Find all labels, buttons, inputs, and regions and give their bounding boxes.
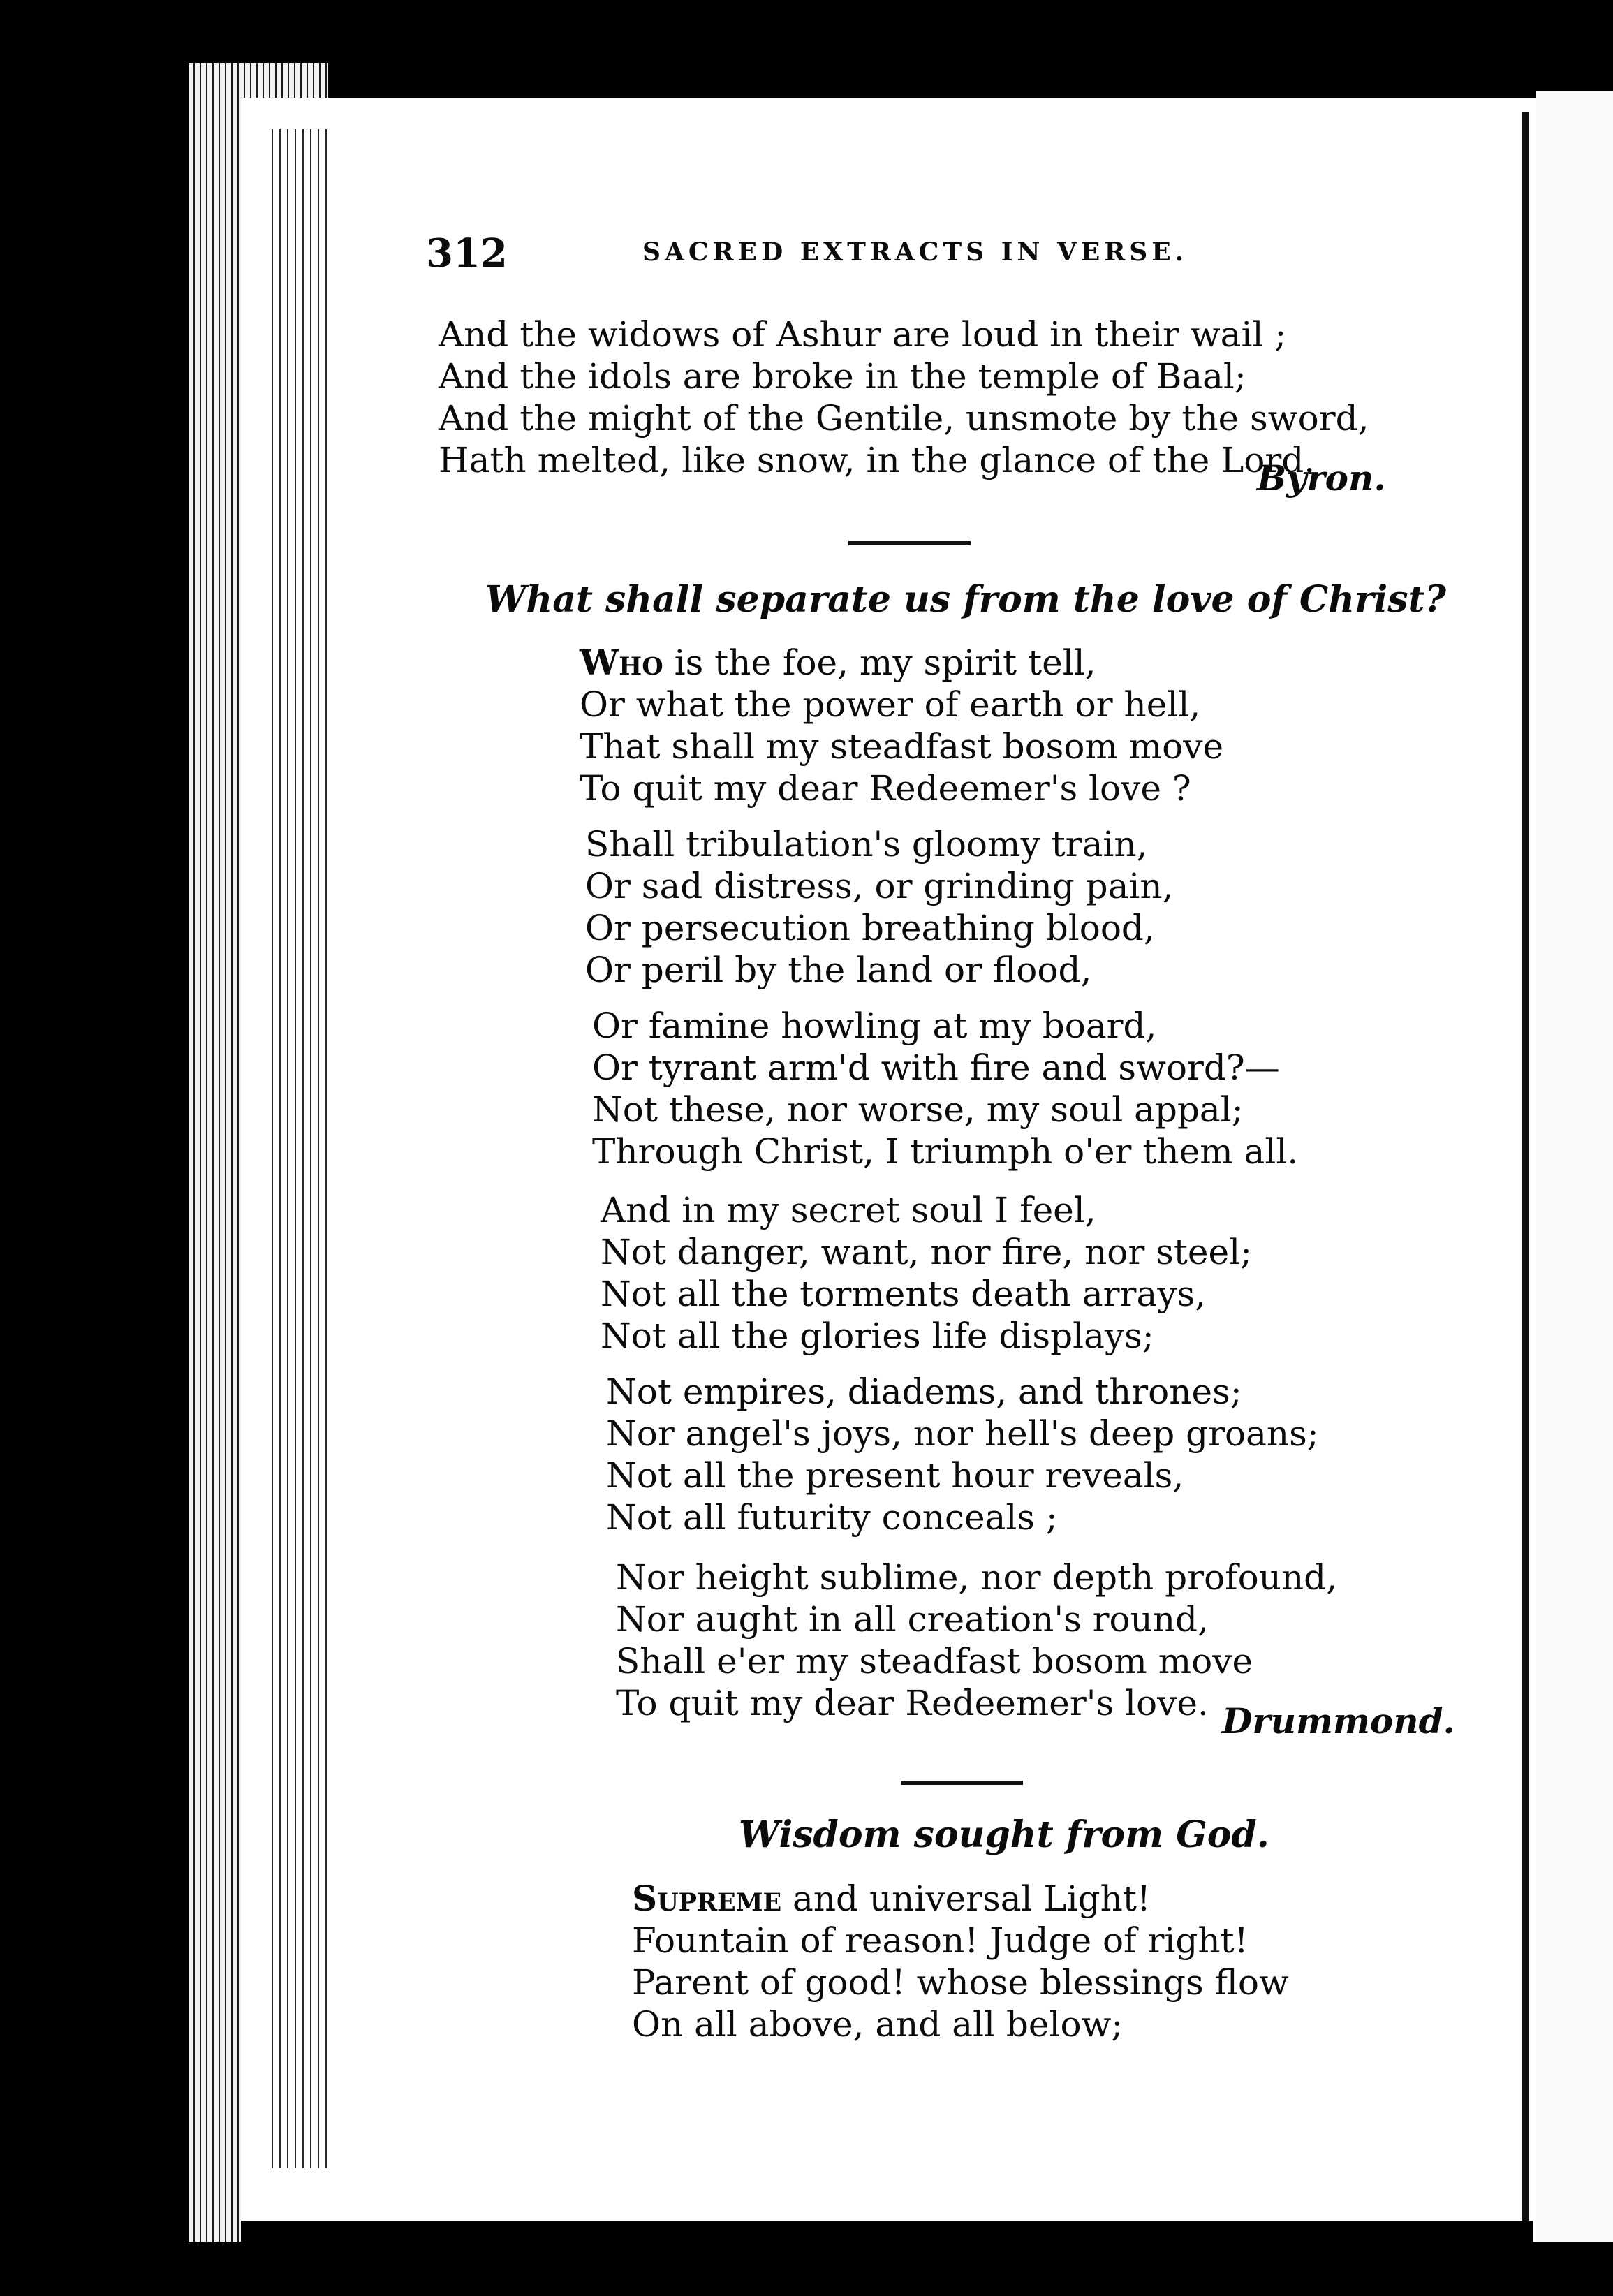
verse-line: Or tyrant arm'd with fire and sword?— xyxy=(592,1047,1280,1088)
running-head: SACRED EXTRACTS IN VERSE. xyxy=(642,237,1188,267)
verse-line: Shall tribulation's gloomy train, xyxy=(585,824,1148,864)
verse-line: On all above, and all below; xyxy=(632,2004,1124,2045)
facing-page-edge xyxy=(1536,91,1613,2242)
verse-line: Or persecution breathing blood, xyxy=(585,908,1155,948)
author-attribution: Byron. xyxy=(1257,457,1386,499)
verse-line: Nor angel's joys, nor hell's deep groans; xyxy=(606,1413,1319,1454)
verse-line: Or famine howling at my board, xyxy=(592,1006,1157,1046)
verse-line: Nor aught in all creation's round, xyxy=(616,1599,1209,1640)
verse-line: Nor height sublime, nor depth profound, xyxy=(616,1557,1338,1598)
verse-line: Hath melted, like snow, in the glance of the Lord. xyxy=(439,440,1316,480)
verse-line: Not all the torments death arrays, xyxy=(601,1274,1207,1314)
verse-line: And the might of the Gentile, unsmote by the sword, xyxy=(439,398,1369,439)
verse-line: And in my secret soul I feel, xyxy=(601,1190,1096,1230)
verse-line: And the widows of Ashur are loud in their wail ; xyxy=(439,314,1287,355)
verse-line: Not all the glories life displays; xyxy=(601,1316,1154,1356)
section-divider xyxy=(848,541,971,545)
author-attribution: Drummond. xyxy=(1222,1700,1455,1742)
verse-line: To quit my dear Redeemer's love. xyxy=(616,1683,1209,1723)
section-divider xyxy=(901,1781,1023,1785)
verse-line: Or peril by the land or flood, xyxy=(585,950,1092,990)
verse-line xyxy=(632,1877,1151,1920)
page-gutter xyxy=(1522,112,1529,2242)
poem-title: Wisdom sought from God. xyxy=(739,1813,1269,1856)
verse-line: Or sad distress, or grinding pain, xyxy=(585,866,1174,906)
poem-title: What shall separate us from the love of Christ? xyxy=(485,578,1446,621)
verse-line-rest: and universal Light! xyxy=(781,1878,1151,1919)
verse-line: Parent of good! whose blessings flow xyxy=(632,1962,1289,2003)
verse-line: Fountain of reason! Judge of right! xyxy=(632,1920,1249,1961)
verse-line: Not all futurity conceals ; xyxy=(606,1497,1058,1538)
verse-line: To quit my dear Redeemer's love ? xyxy=(580,768,1191,809)
verse-line: Not danger, want, nor fire, nor steel; xyxy=(601,1232,1252,1272)
page-number: 312 xyxy=(426,230,508,277)
drop-word: Supreme xyxy=(632,1878,782,1919)
drop-word: Who xyxy=(580,642,663,683)
verse-line: Not these, nor worse, my soul appal; xyxy=(592,1089,1244,1130)
verse-line: Or what the power of earth or hell, xyxy=(580,684,1201,725)
page-edge-stack xyxy=(265,129,328,2168)
verse-line xyxy=(580,641,1096,684)
bottom-shadow xyxy=(241,2221,1533,2296)
verse-line: That shall my steadfast bosom move xyxy=(580,726,1224,767)
verse-line: Shall e'er my steadfast bosom move xyxy=(616,1641,1253,1681)
verse-line: Not all the present hour reveals, xyxy=(606,1455,1184,1496)
verse-line: And the idols are broke in the temple of Baal; xyxy=(439,356,1246,397)
verse-line: Not empires, diadems, and thrones; xyxy=(606,1371,1242,1412)
verse-line-rest: is the foe, my spirit tell, xyxy=(663,642,1096,683)
verse-line: Through Christ, I triumph o'er them all. xyxy=(592,1131,1299,1172)
